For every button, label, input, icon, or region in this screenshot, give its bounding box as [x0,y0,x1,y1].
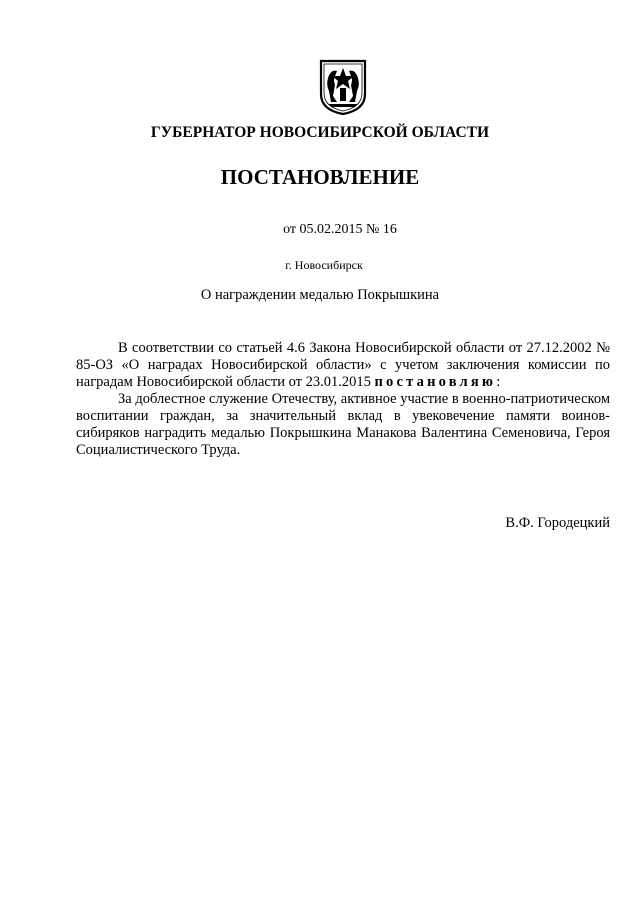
body-paragraph-2: За доблестное служение Отечеству, активное участие в военно-патриотическом воспитании граждан, за значительный вклад в увековечение памяти воинов-сибиряков наградить медалью Покрышкина Манакова Валентина Семеновича, Героя Социалистического Труда. [76,391,610,458]
document-body [76,340,610,459]
date-number-line: от 05.02.2015 № 16 [283,222,397,237]
paragraph-1-end: : [496,374,501,390]
document-subject: О награждении медалью Покрышкина [200,287,440,303]
coat-of-arms-icon [318,58,368,116]
signature-name: В.Ф. Городецкий [505,515,610,531]
body-paragraph-1 [76,340,610,391]
city-label: г. Новосибирск [285,258,363,272]
document-type-title: ПОСТАНОВЛЕНИЕ [220,165,420,189]
governor-heading: ГУБЕРНАТОР НОВОСИБИРСКОЙ ОБЛАСТИ [150,124,490,141]
resolution-keyword: постановляю [374,374,497,390]
paragraph-1-text: В соответствии со статьей 4.6 Закона Новосибирской области от 27.12.2002 № 85-ОЗ «О наградах Новосибирской области» с учетом заключения комиссии по наградам Новосибирской области от 23.01.2015 [76,340,610,390]
